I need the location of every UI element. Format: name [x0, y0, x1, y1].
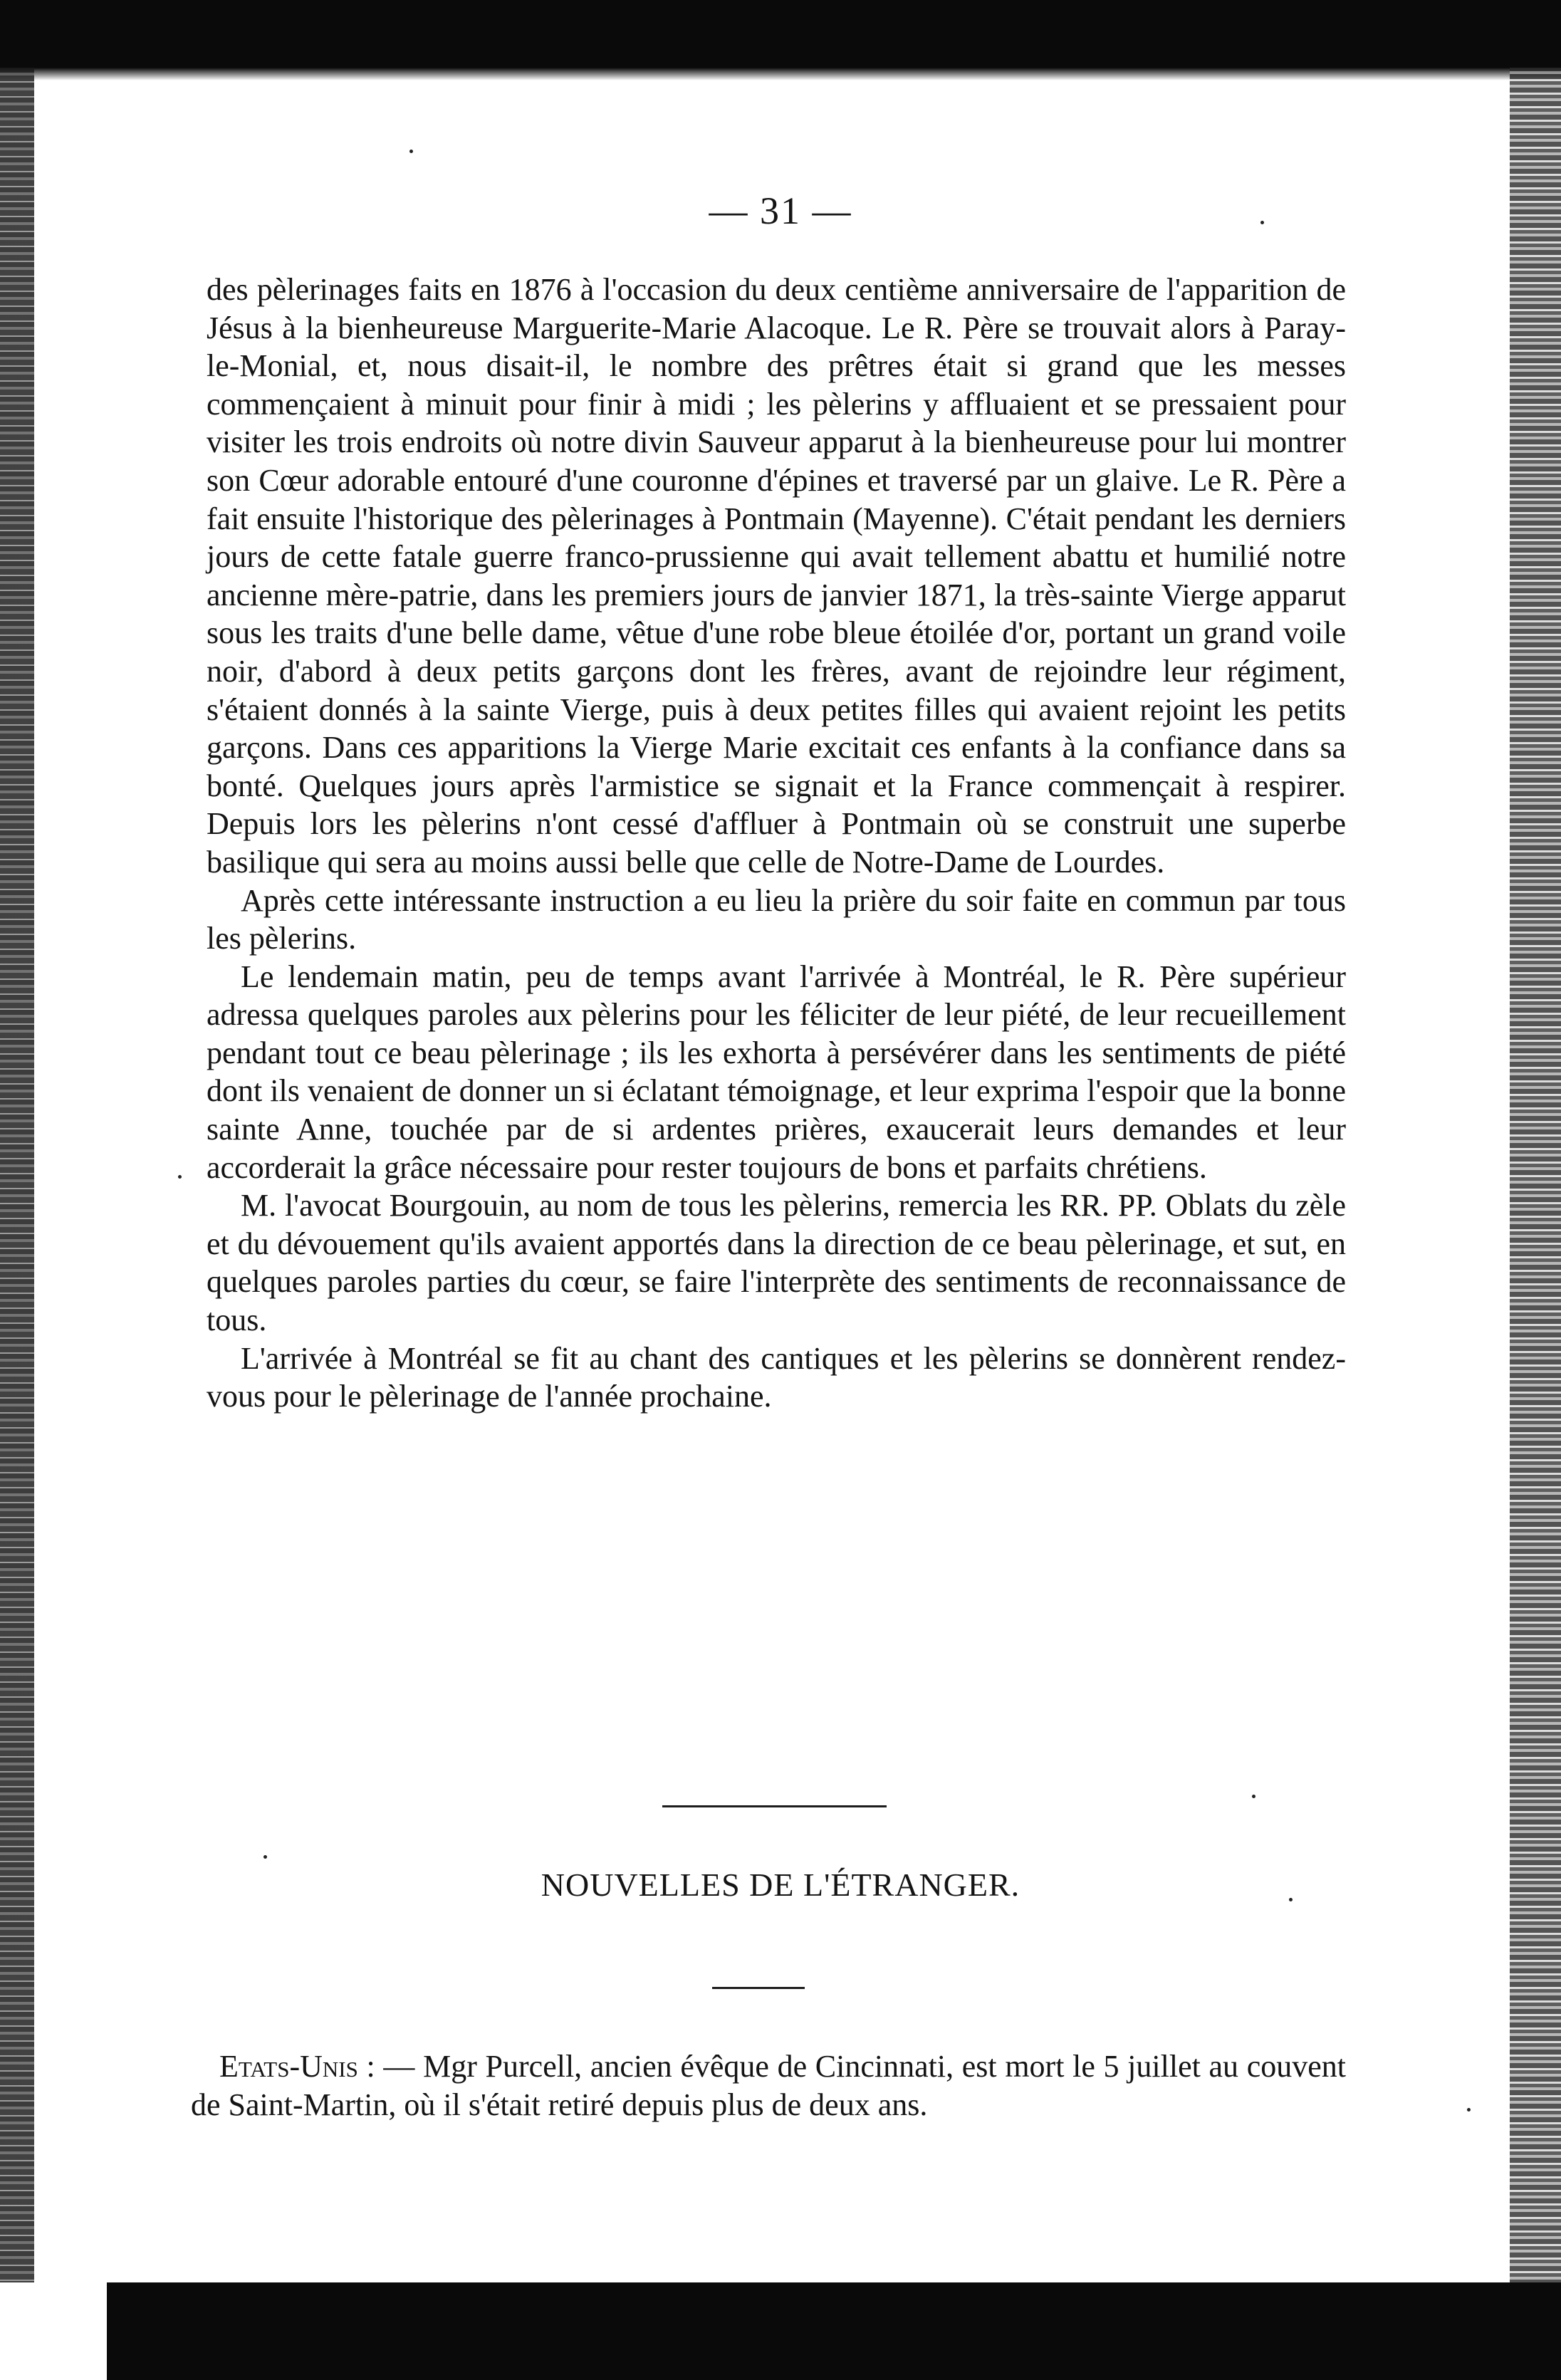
news-item-separator: : — [357, 2049, 424, 2084]
news-item [191, 2047, 1346, 2124]
paragraph: Le lendemain matin, peu de temps avant l'arrivée à Montréal, le R. Père supérieur adressa quelques paroles aux pèlerins pour les féliciter de leur piété, de leur recueillement pendant tout ce beau pèlerinage ; ils les exhorta à persévérer dans les sentiments de piété dont ils venaient de donner un si éclatant témoignage, et leur exprima l'espoir que la bonne sainte Anne, touchée par de si ardentes prières, exaucerait leurs demandes et leur accorderait la grâce nécessaire pour rester toujours de bons et parfaits chrétiens. [207, 959, 1346, 1185]
article-body [207, 271, 1346, 1416]
scan-speck [178, 1175, 182, 1179]
scan-speck [1252, 1795, 1255, 1798]
section-heading: NOUVELLES DE L'ÉTRANGER. [541, 1867, 1020, 1903]
scan-edge-left [0, 68, 34, 2282]
scan-speck [1289, 1898, 1293, 1901]
scan-speck [1467, 2108, 1471, 2112]
scan-edge-right [1510, 68, 1561, 2282]
news-item-text: Mgr Purcell, ancien évêque de Cincinnati, est mort le 5 juillet au couvent de Saint-Martin, où il s'était retiré depuis plus de deux ans. [191, 2049, 1346, 2122]
section-divider [662, 1805, 887, 1807]
page-number: — 31 — [709, 189, 852, 232]
scan-border-bottom [107, 2282, 1561, 2380]
scan-speck [1260, 221, 1264, 224]
paragraph: L'arrivée à Montréal se fit au chant des cantiques et les pèlerins se donnèrent rendez-vous pour le pèlerinage de l'année prochaine. [207, 1340, 1346, 1414]
news-paragraph [191, 2047, 1346, 2124]
paragraph: des pèlerinages faits en 1876 à l'occasion du deux centième anniversaire de l'apparition de Jésus à la bienheureuse Marguerite-Marie Alacoque. Le R. Père se trouvait alors à Paray-le-Monial, et, nous disait-il, le nombre des prêtres était si grand que les messes commençaient à minuit pour finir à midi ; les pèlerins y affluaient et se pressaient pour visiter les trois endroits où notre divin Sauveur apparut à la bienheureuse pour lui montrer son Cœur adorable entouré d'une couronne d'épines et traversé par un glaive. Le R. Père a fait ensuite l'historique des pèlerinages à Pontmain (Mayenne). C'était pendant les derniers jours de cette fatale guerre franco-prussienne qui avait tellement abattu et humilié notre ancienne mère-patrie, dans les premiers jours de janvier 1871, la très-sainte Vierge apparut sous les traits d'une belle dame, vêtue d'une robe bleue étoilée d'or, portant un grand voile noir, d'abord à deux petits garçons dont les frères, avant de rejoindre leur régiment, s'étaient donnés à la sainte Vierge, puis à deux petites filles qui avaient rejoint les petits garçons. Dans ces apparitions la Vierge Marie excitait ces enfants à la confiance dans sa bonté. Quelques jours après l'armistice se signait et la France commençait à respirer. Depuis lors les pèlerins n'ont cessé d'affluer à Pontmain où se construit une superbe basilique qui sera au moins aussi belle que celle de Notre-Dame de Lourdes. [207, 272, 1346, 880]
news-item-label: Etats-Unis [219, 2049, 358, 2084]
scan-speck [409, 150, 413, 153]
paragraph: Après cette intéressante instruction a eu lieu la prière du soir faite en commun par tous les pèlerins. [207, 882, 1346, 956]
scan-speck [263, 1855, 267, 1859]
scan-border-top [0, 0, 1561, 68]
paragraph: M. l'avocat Bourgouin, au nom de tous les pèlerins, remercia les RR. PP. Oblats du zèle et du dévouement qu'ils avaient apportés dans la direction de ce beau pèlerinage, et sut, en quelques paroles parties du cœur, se faire l'interprète des sentiments de reconnaissance de tous. [207, 1188, 1346, 1338]
heading-underline [712, 1987, 805, 1989]
